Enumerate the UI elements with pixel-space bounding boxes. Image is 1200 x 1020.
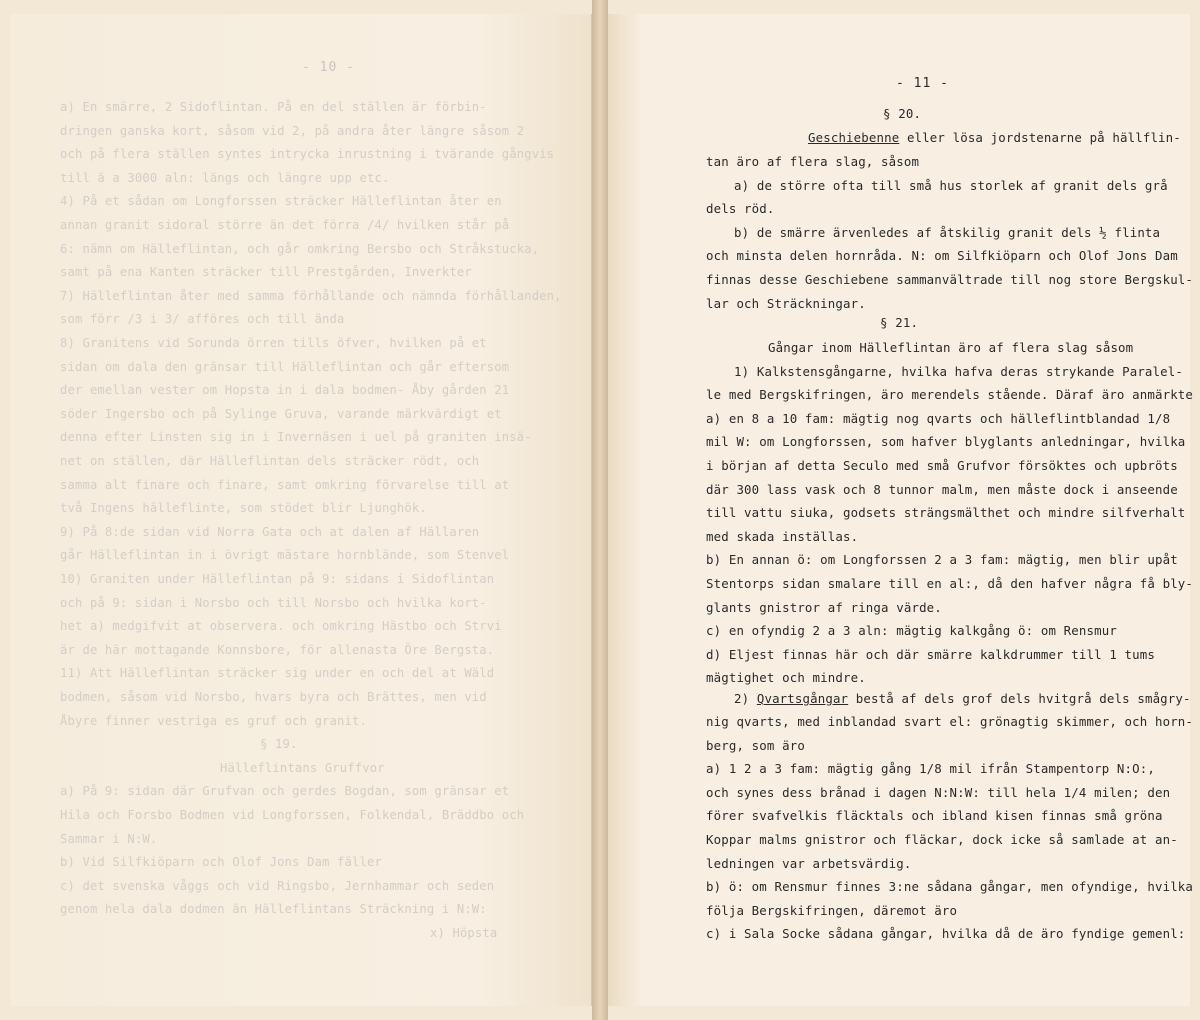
text-line: glants gnistror af ringa värde.	[706, 599, 942, 615]
left-page-number: - 10 -	[302, 60, 355, 75]
text-line: som förr /3 i 3/ afföres och till ända	[60, 312, 345, 327]
text-line: och minsta delen hornråda. N: om Silfkiöparn och Olof Jons Dam	[706, 248, 1178, 264]
text-line: het a) medgifvit at observera. och omkring Hästbo och Strvi	[60, 619, 502, 634]
right-page	[608, 14, 1194, 1006]
text-line: c) i Sala Socke sådana gångar, hvilka då de äro fyndige gemenl:	[706, 926, 1186, 942]
text-line: Koppar malms gnistror och fläckar, dock icke så samlade at an-	[706, 832, 1178, 847]
quartz-prefix: 2)	[734, 691, 757, 706]
quartz-term: Qvartsgångar	[756, 691, 849, 706]
text-line: b) Vid Silfkiöparn och Olof Jons Dam fäller	[60, 855, 382, 870]
text-line: berg, som äro	[706, 737, 805, 753]
quartz-intro	[734, 691, 1191, 706]
text-line: Stentorps sidan smalare till en al:, då den hafver några få bly-	[706, 576, 1194, 591]
text-line: i början af detta Seculo med små Grufvor försöktes och upbröts	[706, 458, 1178, 473]
text-line: dringen ganska kort, såsom vid 2, på andra åter längre såsom 2	[60, 123, 525, 138]
text-line: där 300 lass vask och 8 tunnor malm, men måste dock i anseende	[706, 481, 1178, 497]
text-line: Hälleflintans Gruffvor	[220, 760, 385, 775]
text-line: samma alt finare och finare, samt omkring förvarelse till at	[60, 477, 510, 492]
text-line: c) det svenska våggs och vid Ringsbo, Jernhammar och seden	[60, 878, 495, 893]
text-line: två Ingens hälleflinte, som stödet blir Ljunghök.	[60, 501, 427, 516]
section-20-heading: § 20.	[883, 106, 922, 121]
text-line: 1) Kalkstensgångarne, hvilka hafva deras strykande Paralel-	[734, 363, 1183, 379]
section-20-intro	[808, 130, 1181, 145]
text-line: följa Bergskifringen, däremot äro	[706, 902, 958, 918]
text-line: b) En annan ö: om Longforssen 2 a 3 fam: mägtig, men blir upåt	[706, 552, 1178, 568]
text-line: a) de större ofta till små hus storlek af granit dels grå	[734, 177, 1168, 193]
text-line: till vattu siuka, godsets strängsmälthet och mindre silfverhalt	[706, 505, 1186, 521]
text-line: och på flera ställen syntes intrycka inrustning i tvärande gångvis	[60, 147, 555, 162]
text-line: söder Ingersbo och på Sylinge Gruva, varande märkvärdigt et	[60, 406, 502, 421]
text-line: denna efter Linsten sig in i Invernäsen i uel på graniten insä-	[60, 430, 532, 445]
text-line: mil W: om Longforssen, som hafver blyglants anledningar, hvilka	[706, 434, 1186, 450]
text-line: är de här mottagande Konnsbore, för allenasta Öre Bergsta.	[60, 642, 495, 657]
text-line: 9) På 8:de sidan vid Norra Gata och at dalen af Hällaren	[60, 524, 480, 539]
text-line: genom hela dala dodmen än Hälleflintans Sträckning i N:W:	[60, 902, 487, 917]
text-line: 10) Graniten under Hälleflintan på 9: sidans i Sidoflintan	[60, 572, 495, 586]
text-line: sidan om dala den gränsar till Hälleflintan och går eftersom	[60, 359, 510, 374]
text-line: net on ställen, där Hälleflintan dels sträcker rödt, och	[60, 454, 480, 468]
text-line: c) en ofyndig 2 a 3 aln: mägtig kalkgång ö: om Rensmur	[706, 623, 1117, 639]
quartz-rest: bestå af dels grof dels hvitgrå dels smågry-	[848, 691, 1191, 706]
text-line: 4) På et sådan om Longforssen sträcker Hälleflintan åter en	[60, 194, 502, 209]
text-line: 6: nämn om Hälleflintan, och går omkring Bersbo och Stråkstucka,	[60, 241, 540, 256]
right-page-number: - 11 -	[896, 76, 949, 91]
text-line: finnas desse Geschiebene sammanvältrade till nog store Bergskul-	[706, 272, 1194, 287]
text-line: a) På 9: sidan där Grufvan och gerdes Bogdan, som gränsar et	[60, 784, 510, 799]
text-line: och synes dess brånad i dagen N:N:W: till hela 1/4 milen; den	[706, 784, 1171, 800]
section-21-heading: § 21.	[880, 315, 919, 330]
text-line: b) ö: om Rensmur finnes 3:ne sådana gångar, men ofyndige, hvilka	[706, 879, 1194, 895]
text-line: Åbyre finner vestriga es gruf och granit.	[60, 713, 367, 728]
text-line: a) En smärre, 2 Sidoflintan. På en del ställen är förbin-	[60, 100, 487, 114]
text-line: annan granit sidoral större än det förra /4/ hvilken står på	[60, 218, 510, 232]
text-line: a) 1 2 a 3 fam: mägtig gång 1/8 mil ifrån Stampentorp N:O:,	[706, 761, 1155, 777]
text-line: till ä a 3000 aln: längs och längre upp etc.	[60, 170, 390, 185]
text-line: 7) Hälleflintan åter med samma förhållande och nämnda förhållanden,	[60, 288, 562, 303]
text-line: ledningen var arbetsvärdig.	[706, 855, 912, 871]
text-line: le med Bergskifringen, äro merendels stående. Däraf äro anmärkte	[706, 387, 1194, 403]
text-line: 11) Att Hälleflintan sträcker sig under en och del at Wäld	[60, 666, 495, 681]
text-line: a) en 8 a 10 fam: mägtig nog qvarts och hälleflintblandad 1/8	[706, 410, 1171, 426]
text-line: förer svafvelkis fläcktals och ibland kisen finnas små gröna	[706, 808, 1163, 824]
text-line: Gångar inom Hälleflintan äro af flera slag såsom	[768, 340, 1134, 355]
text-line: d) Eljest finnas här och där smärre kalkdrummer till 1 tums	[706, 646, 1155, 662]
left-page	[10, 14, 592, 1006]
text-line: med skada inställas.	[706, 528, 859, 544]
text-line: nig qvarts, med inblandad svart el: grönagtig skimmer, och horn-	[706, 714, 1194, 729]
text-line: 8) Granitens vid Sorunda örren tills öfver, hvilken på et	[60, 336, 487, 350]
text-line: lar och Sträckningar.	[706, 295, 866, 311]
text-line: der emellan vester om Hopsta in i dala bodmen- Åby gården 21	[60, 383, 510, 398]
section-20-intro-rest: eller lösa jordstenarne på hällflin-	[899, 130, 1181, 145]
book-gutter	[592, 0, 608, 1020]
text-line: b) de smärre ärvenledes af åtskilig granit dels ½ flinta	[734, 224, 1161, 240]
text-line: Sammar i N:W.	[60, 831, 158, 846]
text-line: bodmen, såsom vid Norsbo, hvars byra och Brättes, men vid	[60, 690, 487, 704]
text-line: går Hälleflintan in i övrigt mästare hornblände, som Stenvel	[60, 548, 510, 563]
text-line: tan äro af flera slag, såsom	[706, 154, 920, 169]
text-line: dels röd.	[706, 201, 775, 217]
text-line: § 19.	[260, 737, 298, 752]
text-line: mägtighet och mindre.	[706, 670, 866, 686]
text-line: och på 9: sidan i Norsbo och till Norsbo och hvilka kort-	[60, 595, 487, 610]
text-line: Hila och Forsbo Bodmen vid Longforssen, Folkendal, Bräddbo och	[60, 808, 525, 822]
text-line: x) Höpsta	[430, 926, 498, 940]
geschiebe-term: Geschiebenne	[808, 130, 900, 145]
text-line: samt på ena Kanten sträcker till Prestgården, Inverkter	[60, 265, 472, 280]
